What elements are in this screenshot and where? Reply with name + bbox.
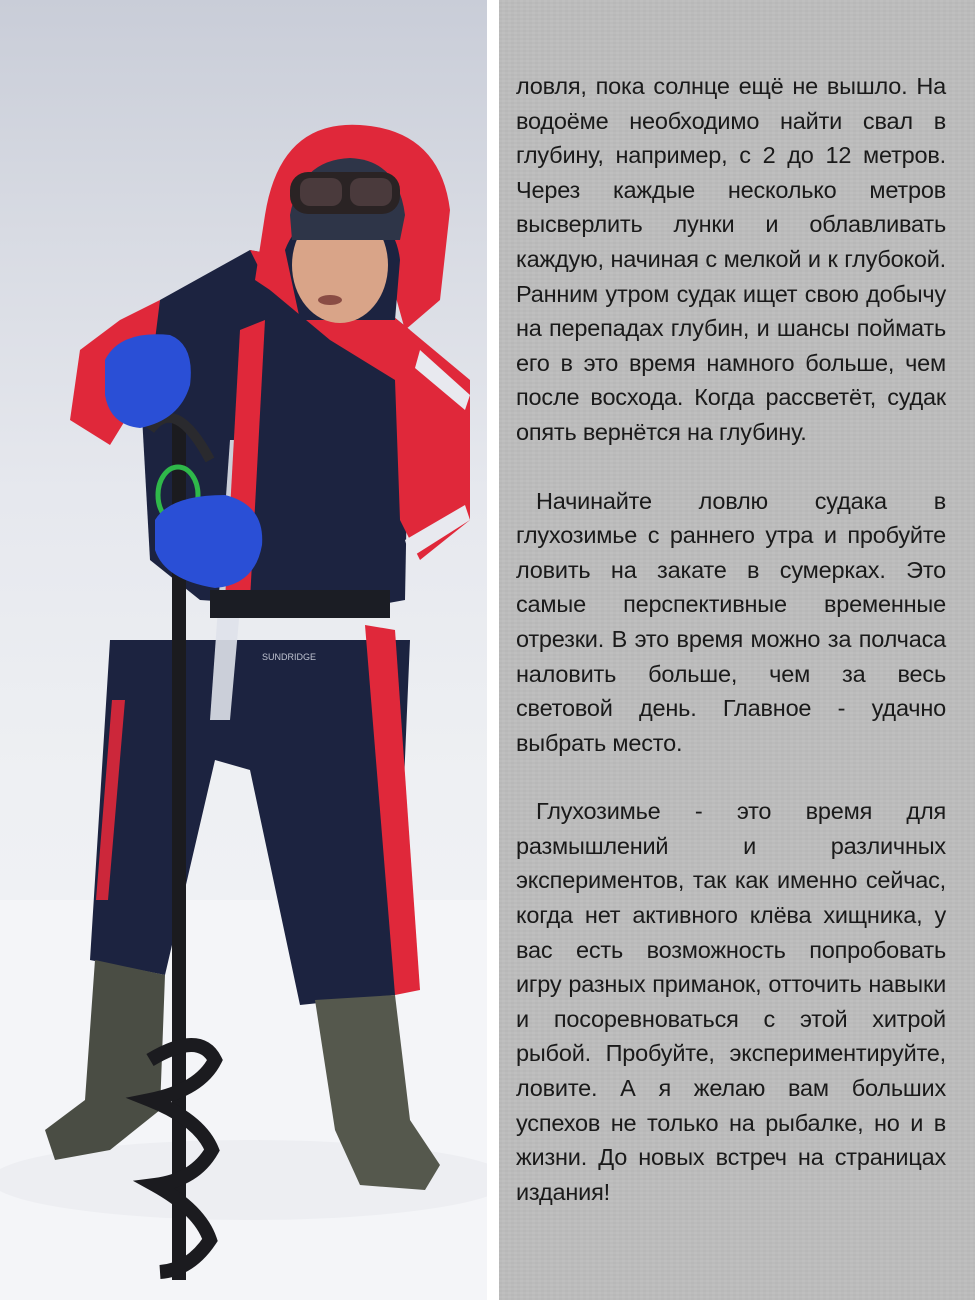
- text-panel: [499, 0, 975, 1300]
- fisherman-photo: [0, 0, 487, 1300]
- panel-divider: [487, 0, 499, 1300]
- fisherman-illustration: [0, 0, 487, 1300]
- article-paragraph-3: Глухозимье - это время для размышлений и различных экспериментов, так как именно сейчас, когда нет активного клёва хищника, у вас есть возможность попробовать игру разных приманок, отточить навыки и посоревноваться с этой хитрой рыбой. Пробуйте, экспериментируйте, ловите. А я желаю вам больших успехов не только на рыбалке, но и в жизни. До новых встреч на страницах издания!: [516, 798, 946, 1205]
- article-body: [516, 69, 946, 1243]
- article-paragraph-2: Начинайте ловлю судака в глухозимье с раннего утра и пробуйте ловить на закате в сумерках. Это самые перспективные временные отрезки. В это время можно за полчаса наловить больше, чем за весь световой день. Главное - удачно выбрать место.: [516, 487, 946, 756]
- article-paragraph-1: ловля, пока солнце ещё не вышло. На водоёме необходимо найти свал в глубину, например, с 2 до 12 метров. Через каждые несколько метров высверлить лунки и облавливать каждую, начиная с мелкой и к глубокой. Ранним утром судак ищет свою добычу на перепадах глубин, и шансы поймать его в это время намного больше, чем после восхода. Когда рассветёт, судак опять вернётся на глубину.: [516, 73, 946, 445]
- suit-brand-label: SUNDRIDGE: [262, 652, 317, 662]
